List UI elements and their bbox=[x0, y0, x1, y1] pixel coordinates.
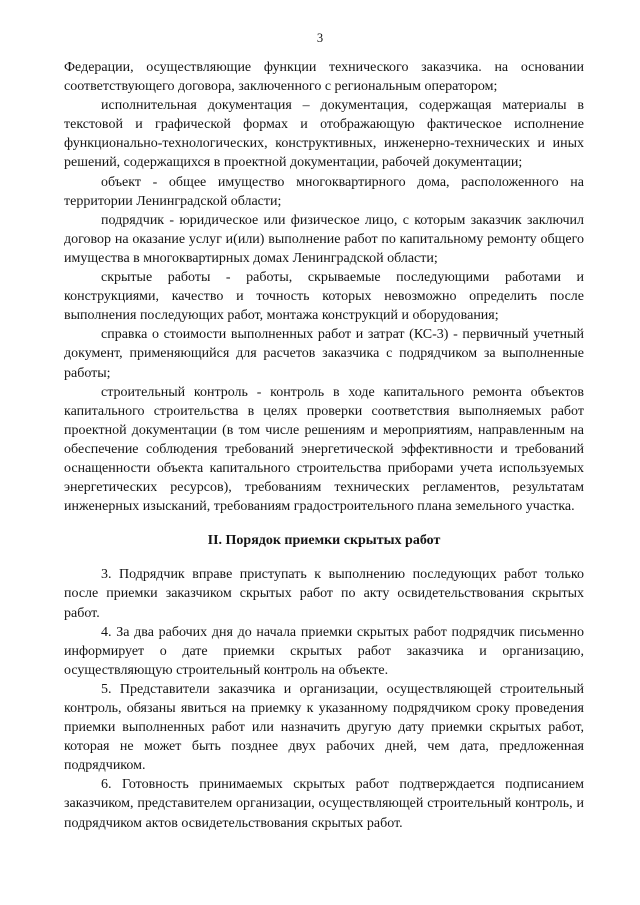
definition-hidden-works: скрытые работы - работы, скрываемые последующими работами и конструкциями, качество и точность которых невозможно определить после выполнения последующих работ, монтажа конструкций и оборудования; bbox=[64, 270, 584, 324]
clause-5: 5. Представители заказчика и организации, осуществляющей строительный контроль, обязаны явиться на приемку к указанному подрядчиком сроку проведения приемки выполненных работ или назначить другую дату приемки скрытых работ, которая не может быть позднее двух рабочих дней, чем дата, предложенная подрядчиком. bbox=[64, 681, 584, 774]
definition-continuation: Федерации, осуществляющие функции технического заказчика. на основании соответствующего договора, заключенного с региональным оператором; bbox=[64, 60, 584, 95]
clause-3: 3. Подрядчик вправе приступать к выполнению последующих работ только после приемки заказчиком скрытых работ по акту освидетельствования скрытых работ. bbox=[64, 567, 584, 621]
clause-4: 4. За два рабочих дня до начала приемки скрытых работ подрядчик письменно информирует о дате приемки скрытых работ заказчика и организацию, осуществляющую строительный контроль на объекте. bbox=[64, 624, 584, 678]
definition-contractor: подрядчик - юридическое или физическое лицо, с которым заказчик заключил договор на оказание услуг и(или) выполнение работ по капитальному ремонту общего имущества в многоквартирных домах Ленинградской области; bbox=[64, 212, 584, 266]
clause-6: 6. Готовность принимаемых скрытых работ подтверждается подписанием заказчиком, представителем организации, осуществляющей строительный контроль, и подрядчиком актов освидетельствования скрытых работ. bbox=[64, 777, 584, 831]
definition-ks3-certificate: справка о стоимости выполненных работ и затрат (КС-3) - первичный учетный документ, применяющийся для расчетов заказчика с подрядчиком за выполненные работы; bbox=[64, 327, 584, 381]
page-number: 3 bbox=[316, 31, 324, 45]
definition-construction-control: строительный контроль - контроль в ходе капитального ремонта объектов капитального строительства в целях проверки соответствия выполняемых работ проектной документации (в том числе решениям и мероприятиям, направленным на обеспечение соблюдения требований энергетической эффективности и требований оснащенности объекта капитального строительства приборами учета используемых энергетических ресурсов), требованиям технических регламентов, результатам инженерных изысканий, требованиям градостроительного плана земельного участка. bbox=[64, 384, 584, 515]
definition-executive-documentation: исполнительная документация – документация, содержащая материалы в текстовой и графической формах и отображающую фактическое исполнение функционально-технологических, конструктивных, инженерно-технических и иных решений, содержащихся в проектной документации, рабочей документации; bbox=[64, 98, 584, 171]
document-body bbox=[64, 58, 584, 833]
section-heading: II. Порядок приемки скрытых работ bbox=[207, 533, 441, 549]
definition-object: объект - общее имущество многоквартирного дома, расположенного на территории Ленинградской области; bbox=[64, 174, 584, 209]
